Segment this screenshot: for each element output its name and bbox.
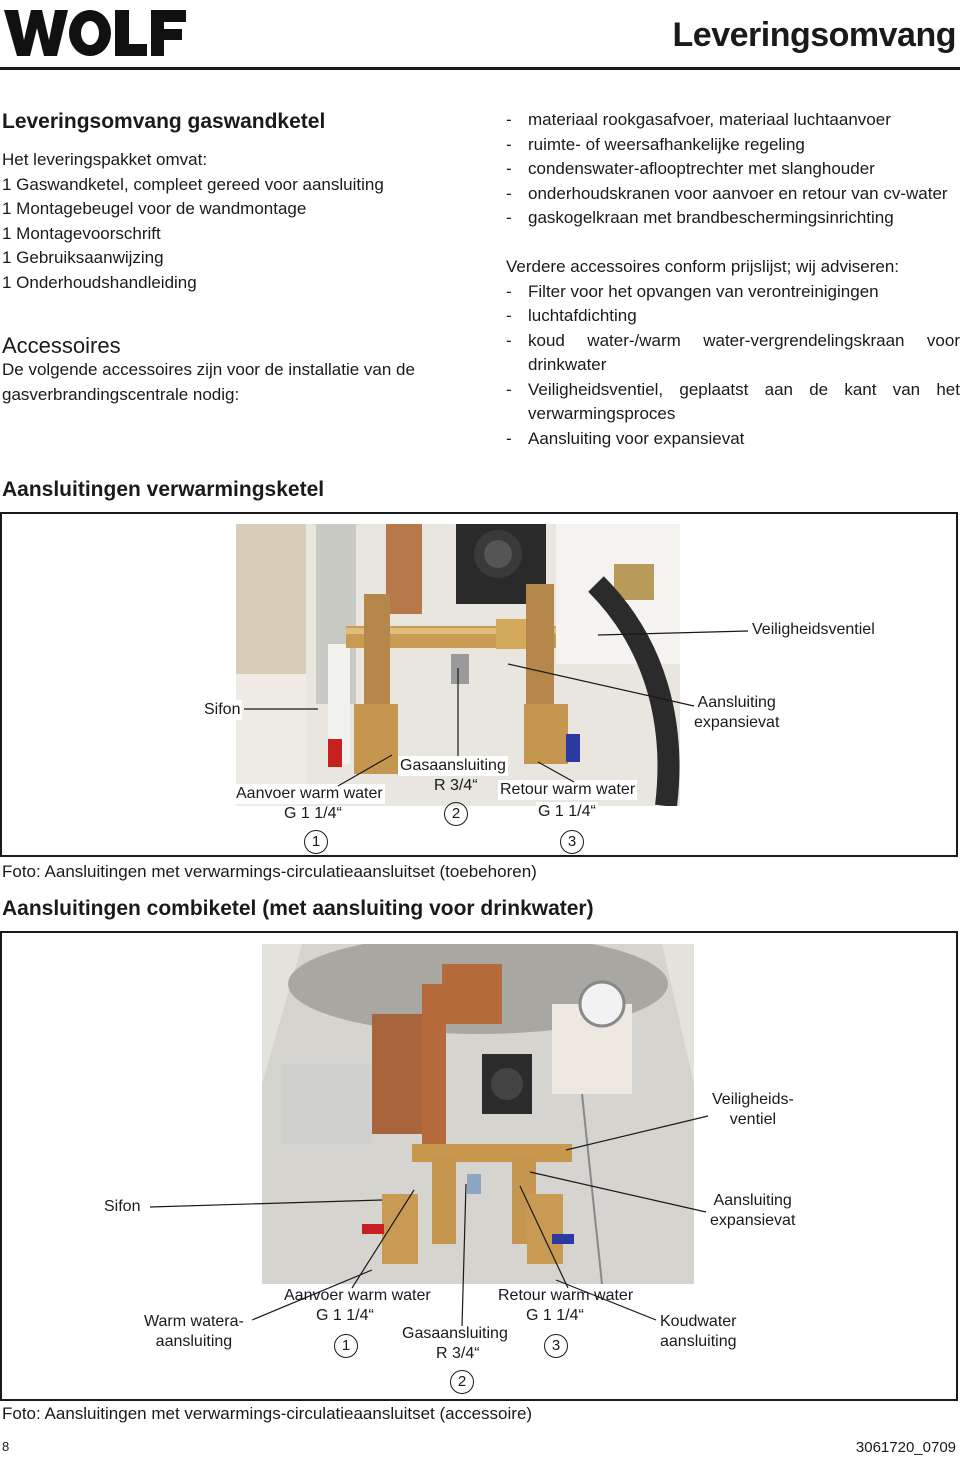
label-flow-warm-water: Aanvoer warm water	[236, 785, 383, 802]
number-badge-2: 2	[450, 1370, 474, 1394]
section-title-combi-connections: Aansluitingen combiketel (met aansluiting voor drinkwater)	[2, 897, 594, 920]
recommended-item-text: Veiligheidsventiel, geplaatst aan de kant van het verwarmingsproces	[528, 379, 960, 423]
label-siphon-combi: Sifon	[104, 1198, 141, 1215]
number-badge-1: 1	[304, 830, 328, 854]
number-badge-2: 2	[444, 802, 468, 826]
recommended-item	[506, 280, 960, 305]
section-title-delivery: Leveringsomvang gaswandketel	[2, 110, 326, 133]
bullet-dash: -	[506, 159, 512, 178]
label-return-size: G 1 1/4“	[538, 803, 596, 820]
recommended-item-text: luchtafdichting	[528, 306, 637, 325]
required-item	[506, 206, 960, 231]
bullet-dash: -	[506, 330, 512, 350]
accessories-intro	[2, 358, 415, 407]
required-item	[506, 182, 960, 207]
recommended-item	[506, 304, 960, 329]
label-expansion-vessel-combi: Aansluiting expansievat	[710, 1192, 796, 1229]
delivery-item: 1 Gaswandketel, compleet gereed voor aansluiting	[2, 174, 384, 194]
photo-illustration	[262, 944, 694, 1284]
required-item-text: condenswater-aflooptrechter met slanghouder	[528, 159, 875, 178]
advice-intro: Verdere accessoires conform prijslijst; wij adviseren:	[506, 257, 900, 276]
label-hot-water-connection: Warm watera- aansluiting	[144, 1313, 244, 1350]
label-flow-size: G 1 1/4“	[284, 805, 342, 822]
label-safety-valve: Veiligheidsventiel	[752, 621, 875, 638]
accessories-intro-line: De volgende accessoires zijn voor de installatie van de	[2, 360, 415, 379]
recommended-item	[506, 427, 960, 452]
label-cold-water-connection: Koudwater aansluiting	[660, 1313, 737, 1350]
label-flow-size-combi: G 1 1/4“	[316, 1307, 374, 1324]
recommended-item-text: Filter voor het opvangen van verontreinigingen	[528, 281, 879, 301]
delivery-item: 1 Montagevoorschrift	[2, 223, 161, 243]
delivery-list	[2, 148, 384, 295]
delivery-intro: Het leveringspakket omvat:	[2, 150, 208, 169]
wolf-logo-mark	[2, 4, 188, 60]
figure-caption-heating: Foto: Aansluitingen met verwarmings-circulatieaansluitset (toebehoren)	[2, 862, 537, 881]
label-flow-warm-water-combi: Aanvoer warm water	[284, 1287, 431, 1304]
section-title-accessories: Accessoires	[2, 333, 121, 358]
required-item	[506, 133, 960, 158]
number-badge-1: 1	[334, 1334, 358, 1358]
figure-caption-combi: Foto: Aansluitingen met verwarmings-circulatieaansluitset (accessoire)	[2, 1404, 533, 1423]
header-rule	[0, 67, 960, 70]
wolf-logo	[2, 4, 188, 60]
number-badge-3: 3	[560, 830, 584, 854]
required-item	[506, 157, 960, 182]
label-return-warm-water: Retour warm water	[500, 781, 636, 798]
accessories-lists	[506, 108, 960, 451]
bullet-dash: -	[506, 379, 512, 399]
label-safety-valve-combi: Veiligheids- ventiel	[712, 1091, 794, 1128]
required-item-text: gaskogelkraan met brandbeschermingsinrichting	[528, 208, 894, 227]
section-title-connections: Aansluitingen verwarmingsketel	[2, 478, 325, 501]
page-number: 8	[2, 1439, 10, 1454]
recommended-item	[506, 378, 960, 427]
label-gas-connection: Gasaansluiting	[400, 757, 506, 774]
label-gas-size: R 3/4“	[434, 777, 478, 794]
delivery-item: 1 Gebruiksaanwijzing	[2, 248, 164, 267]
label-expansion-vessel: Aansluiting expansievat	[694, 694, 780, 731]
label-gas-size-combi: R 3/4“	[436, 1345, 480, 1362]
label-return-warm-water-combi: Retour warm water	[498, 1287, 634, 1304]
required-item	[506, 108, 960, 133]
recommended-item-text: Aansluiting voor expansievat	[528, 428, 745, 448]
document-code: 3061720_0709	[855, 1439, 956, 1456]
bullet-dash: -	[506, 306, 512, 325]
delivery-item: 1 Onderhoudshandleiding	[2, 272, 197, 292]
bullet-dash: -	[506, 281, 512, 301]
bullet-dash: -	[506, 110, 512, 129]
label-gas-connection-combi: Gasaansluiting	[402, 1325, 508, 1342]
accessories-intro-line: gasverbrandingscentrale nodig:	[2, 384, 240, 404]
required-item-text: materiaal rookgasafvoer, materiaal luchtaanvoer	[528, 110, 891, 129]
required-item-text: ruimte- of weersafhankelijke regeling	[528, 134, 805, 154]
number-badge-3: 3	[544, 1334, 568, 1358]
bullet-dash: -	[506, 208, 512, 227]
bullet-dash: -	[506, 183, 512, 203]
photo-combi-connections	[262, 944, 694, 1284]
bullet-dash: -	[506, 428, 512, 448]
document-title: Leveringsomvang	[672, 16, 956, 54]
bullet-dash: -	[506, 134, 512, 154]
delivery-item: 1 Montagebeugel voor de wandmontage	[2, 199, 307, 218]
label-return-size-combi: G 1 1/4“	[526, 1307, 584, 1324]
required-item-text: onderhoudskranen voor aanvoer en retour van cv-water	[528, 183, 948, 203]
recommended-item-text: koud water-/warm water-vergrendelingskraan voor drinkwater	[528, 330, 960, 374]
recommended-item	[506, 329, 960, 378]
label-siphon: Sifon	[204, 701, 241, 718]
